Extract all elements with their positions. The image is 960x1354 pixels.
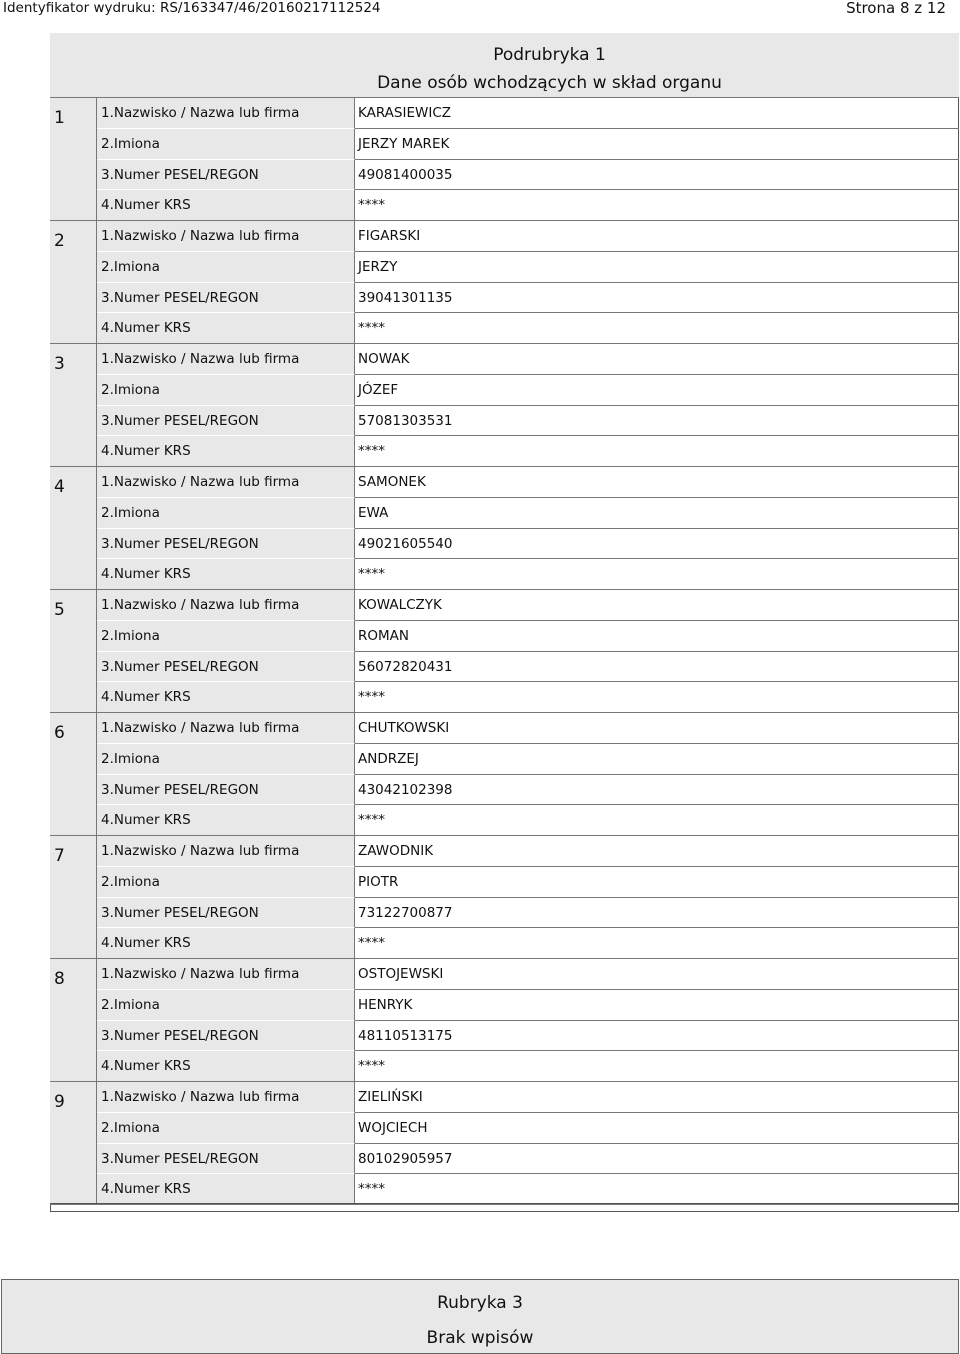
field-label-first: 2.Imiona (97, 252, 355, 283)
entry-number-cell (50, 836, 97, 959)
field-row-krs (97, 805, 959, 836)
field-value-cell-first (355, 990, 959, 1021)
entry-number: 6 (54, 723, 65, 743)
field-value-krs: **** (358, 443, 385, 460)
field-value-cell-krs (355, 1051, 959, 1082)
field-row-krs (97, 682, 959, 713)
field-row-name (97, 836, 959, 867)
field-value-pesel: 43042102398 (358, 781, 453, 798)
entry (50, 1082, 959, 1205)
field-row-krs (97, 313, 959, 344)
field-row-first (97, 129, 959, 160)
field-value-first: JERZY MAREK (358, 135, 450, 152)
field-value-name: KARASIEWICZ (358, 105, 452, 121)
entry-number-cell (50, 98, 97, 221)
entry-number: 5 (54, 600, 65, 620)
field-row-first (97, 1113, 959, 1144)
field-label-name: 1.Nazwisko / Nazwa lub firma (97, 713, 355, 744)
entry-number: 2 (54, 231, 65, 251)
field-value-cell-first (355, 621, 959, 652)
field-value-cell-krs (355, 313, 959, 344)
field-label-name: 1.Nazwisko / Nazwa lub firma (97, 590, 355, 621)
field-label-name: 1.Nazwisko / Nazwa lub firma (97, 98, 355, 129)
field-row-krs (97, 928, 959, 959)
entry-number-cell (50, 590, 97, 713)
field-row-name (97, 590, 959, 621)
field-row-krs (97, 436, 959, 467)
field-row-krs (97, 1174, 959, 1205)
entry (50, 98, 959, 221)
field-value-pesel: 49021605540 (358, 535, 453, 552)
entry-number: 8 (54, 969, 65, 989)
print-identifier: Identyfikator wydruku: RS/163347/46/20160217112524 (3, 0, 381, 16)
field-row-name (97, 221, 959, 252)
field-value-cell-first (355, 375, 959, 406)
field-row-pesel (97, 1144, 959, 1175)
field-label-name: 1.Nazwisko / Nazwa lub firma (97, 836, 355, 867)
field-row-name (97, 713, 959, 744)
field-row-name (97, 959, 959, 990)
field-value-pesel: 57081303531 (358, 412, 453, 429)
field-row-pesel (97, 898, 959, 929)
field-label-first: 2.Imiona (97, 621, 355, 652)
field-row-name (97, 98, 959, 129)
field-row-first (97, 744, 959, 775)
field-value-cell-name (355, 590, 959, 621)
field-label-krs: 4.Numer KRS (97, 559, 355, 590)
field-label-name: 1.Nazwisko / Nazwa lub firma (97, 344, 355, 375)
entry (50, 221, 959, 344)
field-value-name: ZAWODNIK (358, 843, 434, 859)
field-value-pesel: 49081400035 (358, 166, 453, 183)
field-value-krs: **** (358, 1058, 385, 1075)
field-label-krs: 4.Numer KRS (97, 190, 355, 221)
field-row-name (97, 1082, 959, 1113)
field-label-pesel: 3.Numer PESEL/REGON (97, 652, 355, 683)
field-value-krs: **** (358, 689, 385, 706)
print-header (3, 0, 946, 16)
field-label-krs: 4.Numer KRS (97, 1174, 355, 1205)
field-row-krs (97, 1051, 959, 1082)
field-row-pesel (97, 1021, 959, 1052)
field-value-pesel: 48110513175 (358, 1027, 453, 1044)
entry-divider (50, 1204, 959, 1205)
entries-list (50, 98, 959, 1205)
entry (50, 590, 959, 713)
entry-number: 7 (54, 846, 65, 866)
field-row-first (97, 252, 959, 283)
field-value-cell-name (355, 344, 959, 375)
field-value-first: ROMAN (358, 627, 409, 644)
field-value-cell-name (355, 221, 959, 252)
field-row-pesel (97, 652, 959, 683)
entry-number-cell (50, 221, 97, 344)
field-value-pesel: 80102905957 (358, 1150, 453, 1167)
field-label-first: 2.Imiona (97, 744, 355, 775)
field-row-pesel (97, 529, 959, 560)
rubryka3-box (1, 1279, 959, 1354)
field-row-pesel (97, 283, 959, 314)
field-value-name: OSTOJEWSKI (358, 966, 444, 982)
field-value-cell-name (355, 836, 959, 867)
field-label-first: 2.Imiona (97, 375, 355, 406)
field-row-pesel (97, 160, 959, 191)
field-value-krs: **** (358, 935, 385, 952)
page-number: Strona 8 z 12 (846, 0, 946, 17)
field-label-krs: 4.Numer KRS (97, 1051, 355, 1082)
field-value-cell-first (355, 744, 959, 775)
field-label-krs: 4.Numer KRS (97, 313, 355, 344)
field-value-cell-krs (355, 559, 959, 590)
field-label-krs: 4.Numer KRS (97, 928, 355, 959)
field-label-pesel: 3.Numer PESEL/REGON (97, 1144, 355, 1175)
field-value-name: KOWALCZYK (358, 597, 442, 613)
field-value-cell-first (355, 252, 959, 283)
entry-number: 4 (54, 477, 65, 497)
field-row-krs (97, 190, 959, 221)
entry-number: 9 (54, 1092, 65, 1112)
field-label-pesel: 3.Numer PESEL/REGON (97, 529, 355, 560)
field-row-pesel (97, 406, 959, 437)
field-value-cell-first (355, 1113, 959, 1144)
rubryka3-status: Brak wpisów (426, 1328, 534, 1348)
field-label-krs: 4.Numer KRS (97, 682, 355, 713)
field-row-first (97, 498, 959, 529)
field-value-cell-krs (355, 190, 959, 221)
field-label-name: 1.Nazwisko / Nazwa lub firma (97, 467, 355, 498)
entry (50, 467, 959, 590)
field-value-name: ZIELIŃSKI (358, 1089, 423, 1105)
section-title: Podrubryka 1 (493, 45, 606, 65)
field-label-pesel: 3.Numer PESEL/REGON (97, 775, 355, 806)
field-label-pesel: 3.Numer PESEL/REGON (97, 160, 355, 191)
field-label-first: 2.Imiona (97, 867, 355, 898)
entry-number-cell (50, 467, 97, 590)
field-value-cell-first (355, 498, 959, 529)
field-value-name: CHUTKOWSKI (358, 720, 450, 736)
field-label-krs: 4.Numer KRS (97, 805, 355, 836)
field-value-first: WOJCIECH (358, 1119, 428, 1136)
field-label-pesel: 3.Numer PESEL/REGON (97, 406, 355, 437)
entry (50, 344, 959, 467)
field-label-name: 1.Nazwisko / Nazwa lub firma (97, 959, 355, 990)
field-value-cell-first (355, 867, 959, 898)
field-value-krs: **** (358, 320, 385, 337)
entry-number: 3 (54, 354, 65, 374)
field-value-first: ANDRZEJ (358, 750, 419, 767)
entry (50, 713, 959, 836)
field-value-pesel: 39041301135 (358, 289, 453, 306)
field-value-cell-name (355, 467, 959, 498)
field-value-first: HENRYK (358, 996, 413, 1013)
field-row-first (97, 621, 959, 652)
entry-number: 1 (54, 108, 65, 128)
field-value-first: JÓZEF (358, 381, 399, 398)
field-row-name (97, 344, 959, 375)
entry-number-cell (50, 713, 97, 836)
field-value-krs: **** (358, 812, 385, 829)
field-row-first (97, 867, 959, 898)
field-label-first: 2.Imiona (97, 498, 355, 529)
field-value-cell-name (355, 1082, 959, 1113)
field-row-first (97, 375, 959, 406)
field-row-krs (97, 559, 959, 590)
field-value-cell-krs (355, 682, 959, 713)
field-value-cell-name (355, 959, 959, 990)
field-label-pesel: 3.Numer PESEL/REGON (97, 898, 355, 929)
field-label-name: 1.Nazwisko / Nazwa lub firma (97, 221, 355, 252)
field-value-cell-krs (355, 436, 959, 467)
section-subtitle: Dane osób wchodzących w skład organu (377, 73, 722, 93)
field-value-name: FIGARSKI (358, 228, 421, 244)
field-value-cell-krs (355, 928, 959, 959)
field-row-first (97, 990, 959, 1021)
field-value-first: EWA (358, 504, 389, 521)
field-row-pesel (97, 775, 959, 806)
field-label-first: 2.Imiona (97, 990, 355, 1021)
field-label-pesel: 3.Numer PESEL/REGON (97, 1021, 355, 1052)
entry-number-cell (50, 1082, 97, 1205)
entry (50, 836, 959, 959)
entry (50, 959, 959, 1082)
field-value-krs: **** (358, 1181, 385, 1198)
field-value-pesel: 73122700877 (358, 904, 453, 921)
field-label-name: 1.Nazwisko / Nazwa lub firma (97, 1082, 355, 1113)
field-value-cell-krs (355, 1174, 959, 1205)
rubryka3-title: Rubryka 3 (437, 1293, 523, 1313)
field-row-name (97, 467, 959, 498)
field-value-krs: **** (358, 566, 385, 583)
section-header (50, 33, 959, 98)
field-label-krs: 4.Numer KRS (97, 436, 355, 467)
entry-number-cell (50, 344, 97, 467)
field-label-first: 2.Imiona (97, 129, 355, 160)
field-value-name: NOWAK (358, 351, 410, 367)
field-label-pesel: 3.Numer PESEL/REGON (97, 283, 355, 314)
field-value-pesel: 56072820431 (358, 658, 453, 675)
field-label-first: 2.Imiona (97, 1113, 355, 1144)
field-value-first: PIOTR (358, 873, 399, 890)
field-value-cell-krs (355, 805, 959, 836)
entry-number-cell (50, 959, 97, 1082)
frame-divider (50, 1203, 959, 1204)
field-value-name: SAMONEK (358, 474, 426, 490)
field-value-krs: **** (358, 197, 385, 214)
field-value-first: JERZY (358, 258, 398, 275)
